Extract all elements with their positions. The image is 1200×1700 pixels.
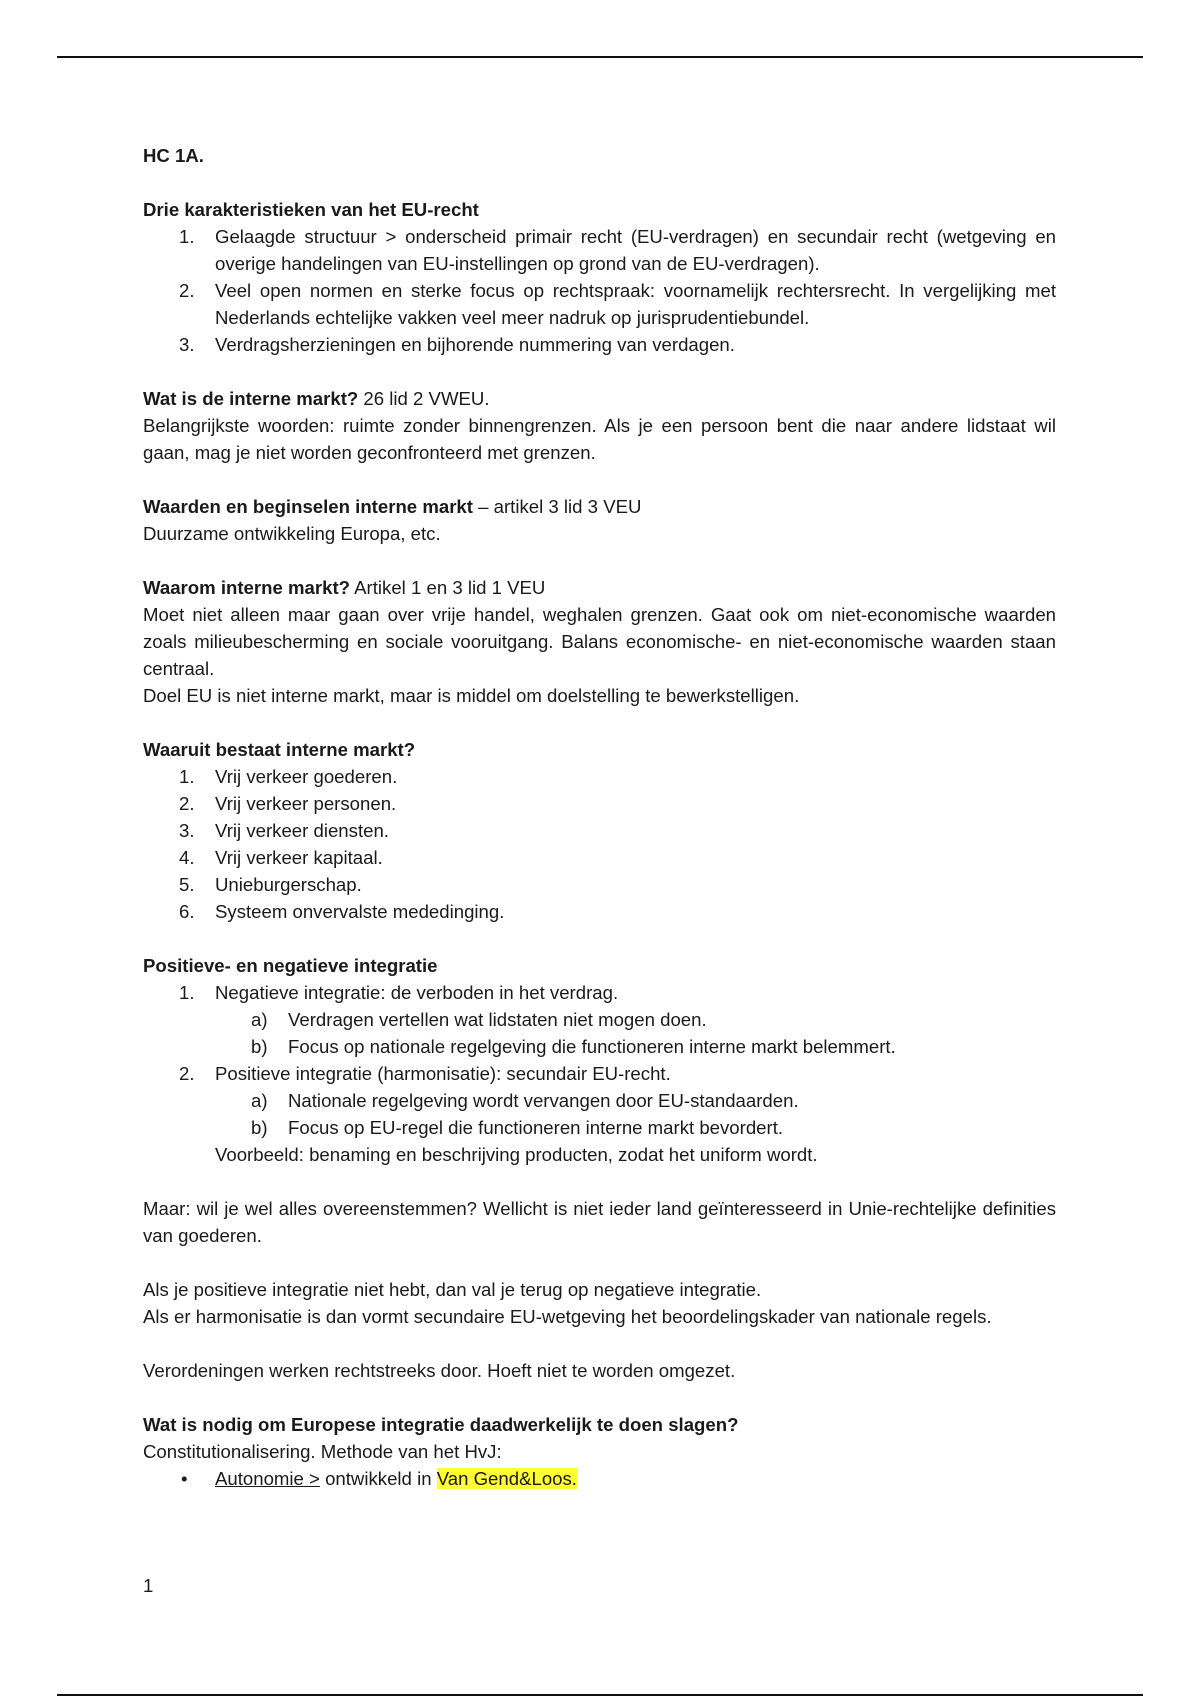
paragraph: Moet niet alleen maar gaan over vrije handel, weghalen grenzen. Gaat ook om niet-economische waarden zoals milieubescherming en sociale vooruitgang. Balans economische- en niet-economische waarden staan centraal. [143, 604, 1056, 679]
footer-rule [57, 1694, 1143, 1696]
section-title: Drie karakteristieken van het EU-recht [143, 199, 479, 220]
list-item: 4. Vrij verkeer kapitaal. [179, 847, 383, 868]
section-title: Waarom interne markt? Artikel 1 en 3 lid 1 VEU [143, 577, 546, 598]
bullet-list [143, 1465, 1056, 1492]
list-item: • Autonomie > ontwikkeld in Van Gend&Loos. [143, 1465, 1056, 1492]
paragraph: Constitutionalisering. Methode van het HvJ: [143, 1441, 502, 1462]
page-number: 1 [143, 1575, 154, 1596]
section-title: Waarden en beginselen interne markt – artikel 3 lid 3 VEU [143, 496, 642, 517]
highlighted-text: Van Gend&Loos. [436, 1468, 577, 1489]
list-item: 6. Systeem onvervalste mededinging. [179, 901, 505, 922]
numbered-list [143, 979, 1056, 1006]
sub-list-item: a) Verdragen vertellen wat lidstaten niet mogen doen. [251, 1009, 707, 1030]
header-rule [57, 56, 1143, 58]
list-item: 2. Veel open normen en sterke focus op rechtspraak: voornamelijk rechtersrecht. In vergelijking met Nederlands echtelijke vakken veel meer nadruk op jurisprudentiebundel. [179, 280, 1056, 328]
list-item: 1. Gelaagde structuur > onderscheid primair recht (EU-verdragen) en secundair recht (wetgeving en overige handelingen van EU-instellingen op grond van de EU-verdragen). [179, 226, 1056, 274]
example-note: Voorbeeld: benaming en beschrijving producten, zodat het uniform wordt. [215, 1144, 818, 1165]
numbered-list [143, 1060, 1056, 1087]
document-body [143, 142, 1056, 1492]
list-item: 1. Negatieve integratie: de verboden in het verdrag. [179, 982, 619, 1003]
paragraph: Doel EU is niet interne markt, maar is middel om doelstelling te bewerkstelligen. [143, 685, 800, 706]
list-item: 3. Vrij verkeer diensten. [179, 820, 389, 841]
paragraph: Belangrijkste woorden: ruimte zonder binnengrenzen. Als je een persoon bent die naar andere lidstaat wil gaan, mag je niet worden geconfronteerd met grenzen. [143, 415, 1056, 463]
paragraph: Duurzame ontwikkeling Europa, etc. [143, 523, 441, 544]
sub-list [143, 1006, 1056, 1060]
paragraph: Verordeningen werken rechtstreeks door. Hoeft niet te worden omgezet. [143, 1360, 736, 1381]
section-title: Wat is nodig om Europese integratie daadwerkelijk te doen slagen? [143, 1414, 739, 1435]
paragraph: Maar: wil je wel alles overeenstemmen? Wellicht is niet ieder land geïnteresseerd in Unie-rechtelijke definities van goederen. [143, 1198, 1056, 1246]
document-heading: HC 1A. [143, 145, 204, 166]
list-item: 5. Unieburgerschap. [179, 874, 362, 895]
sub-list-item: b) Focus op nationale regelgeving die functioneren interne markt belemmert. [251, 1036, 896, 1057]
list-item: 2. Positieve integratie (harmonisatie): secundair EU-recht. [179, 1063, 671, 1084]
numbered-list [143, 223, 1056, 358]
numbered-list [143, 763, 1056, 925]
paragraph: Als je positieve integratie niet hebt, dan val je terug op negatieve integratie. [143, 1279, 762, 1300]
sub-list [143, 1087, 1056, 1141]
list-item: 1. Vrij verkeer goederen. [179, 766, 398, 787]
bullet-icon: • [181, 1468, 188, 1489]
section-title: Wat is de interne markt? 26 lid 2 VWEU. [143, 388, 490, 409]
section-title: Positieve- en negatieve integratie [143, 955, 438, 976]
sub-list-item: b) Focus op EU-regel die functioneren interne markt bevordert. [251, 1117, 784, 1138]
list-item: 3. Verdragsherzieningen en bijhorende nummering van verdagen. [179, 334, 735, 355]
sub-list-item: a) Nationale regelgeving wordt vervangen door EU-standaarden. [251, 1090, 799, 1111]
paragraph: Als er harmonisatie is dan vormt secundaire EU-wetgeving het beoordelingskader van nationale regels. [143, 1306, 992, 1327]
section-title: Waaruit bestaat interne markt? [143, 739, 416, 760]
list-item: 2. Vrij verkeer personen. [179, 793, 397, 814]
